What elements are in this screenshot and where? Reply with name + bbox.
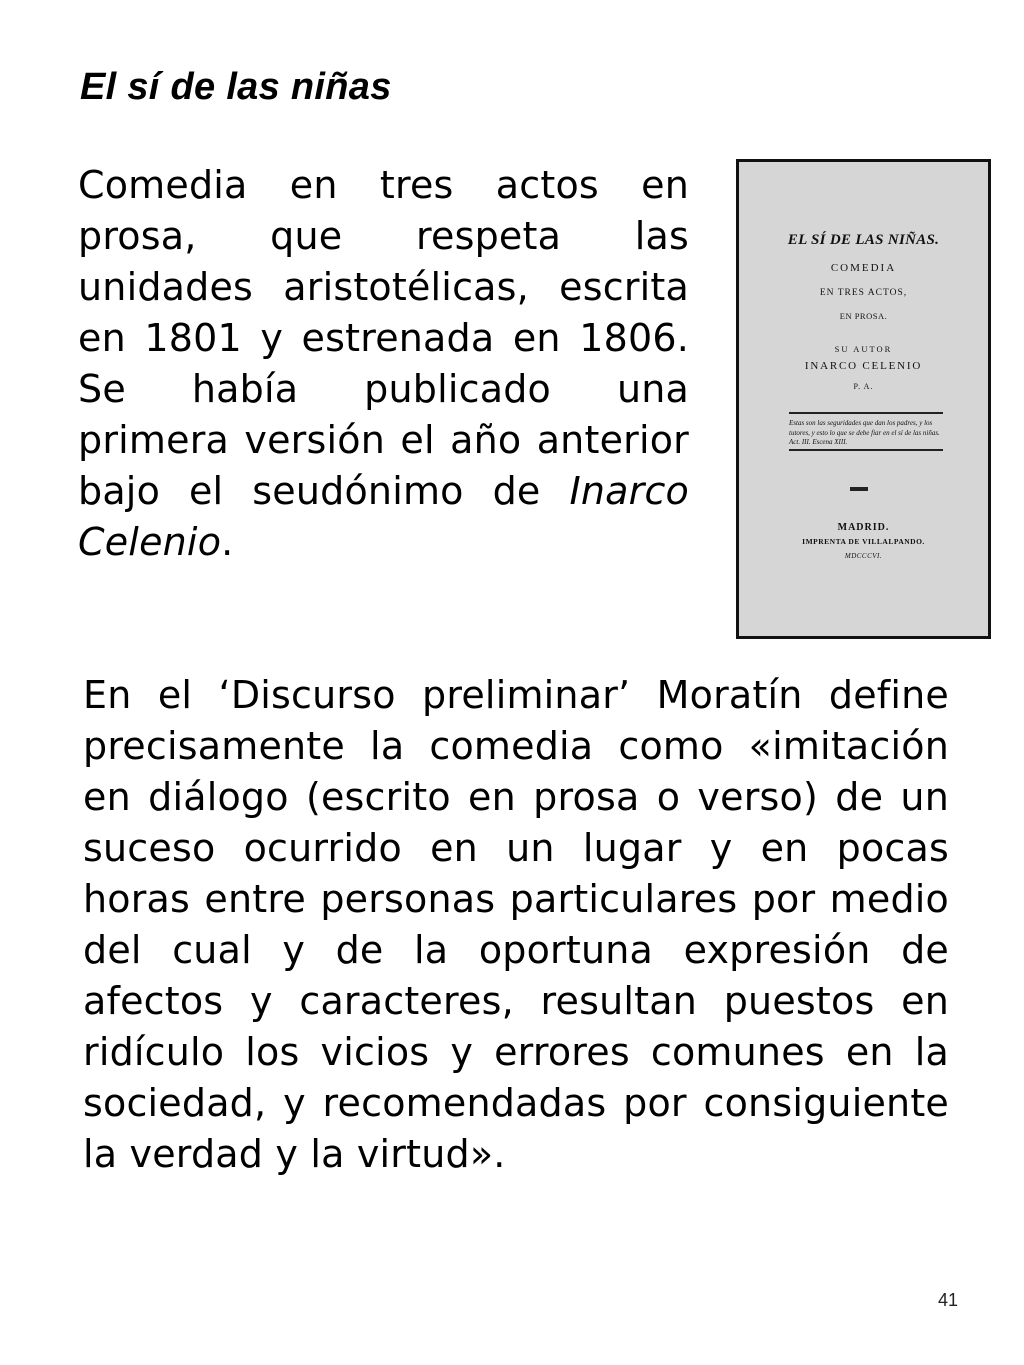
book-cover-image [736, 159, 991, 639]
cover-city: MADRID. [837, 522, 890, 533]
cover-ornament [850, 487, 868, 491]
cover-author-suffix: P. A. [853, 382, 874, 391]
cover-rule-top [789, 412, 943, 414]
intro-end: . [221, 520, 234, 564]
pseudonym: Inarco Celenio [78, 469, 689, 564]
page-number: 41 [938, 1290, 959, 1310]
cover-year: MDCCCVI. [844, 552, 883, 560]
cover-rule-bottom [789, 449, 943, 451]
cover-author: INARCO CELENIO [804, 360, 923, 372]
intro-text: Comedia en tres actos en prosa, que respeta las unidades aristotélicas, escrita en 1801 y estrenada en 1806. Se había publicado una primera versión el año anterior bajo el seudónimo de [78, 163, 689, 513]
body-paragraph: En el ‘Discurso preliminar’ Moratín define precisamente la comedia como «imitación en diálogo (escrito en prosa o verso) de un suceso ocurrido en un lugar y en pocas horas entre personas particulares por medio del cual y de la oportuna expresión de afectos y caracteres, resultan puestos en ridículo los vicios y errores comunes en la sociedad, y recomendadas por consiguiente la verdad y la virtud». [83, 673, 949, 1176]
cover-genre: COMEDIA [830, 262, 897, 274]
intro-paragraph [78, 160, 689, 568]
cover-author-label: SU AUTOR [834, 344, 893, 354]
cover-acts: EN TRES ACTOS, [819, 288, 908, 298]
cover-title: EL SÍ DE LAS NIÑAS. [787, 232, 940, 248]
cover-prose: EN PROSA. [839, 311, 888, 321]
cover-printer: IMPRENTA DE VILLALPANDO. [802, 537, 925, 546]
cover-epigraph: Estas son las seguridades que dan los padres, y los tutores, y esto lo que se debe fiar en el sí de las niñas. Act. III. Escena XIII. [789, 419, 940, 446]
page-title: El sí de las niñas [80, 66, 392, 108]
